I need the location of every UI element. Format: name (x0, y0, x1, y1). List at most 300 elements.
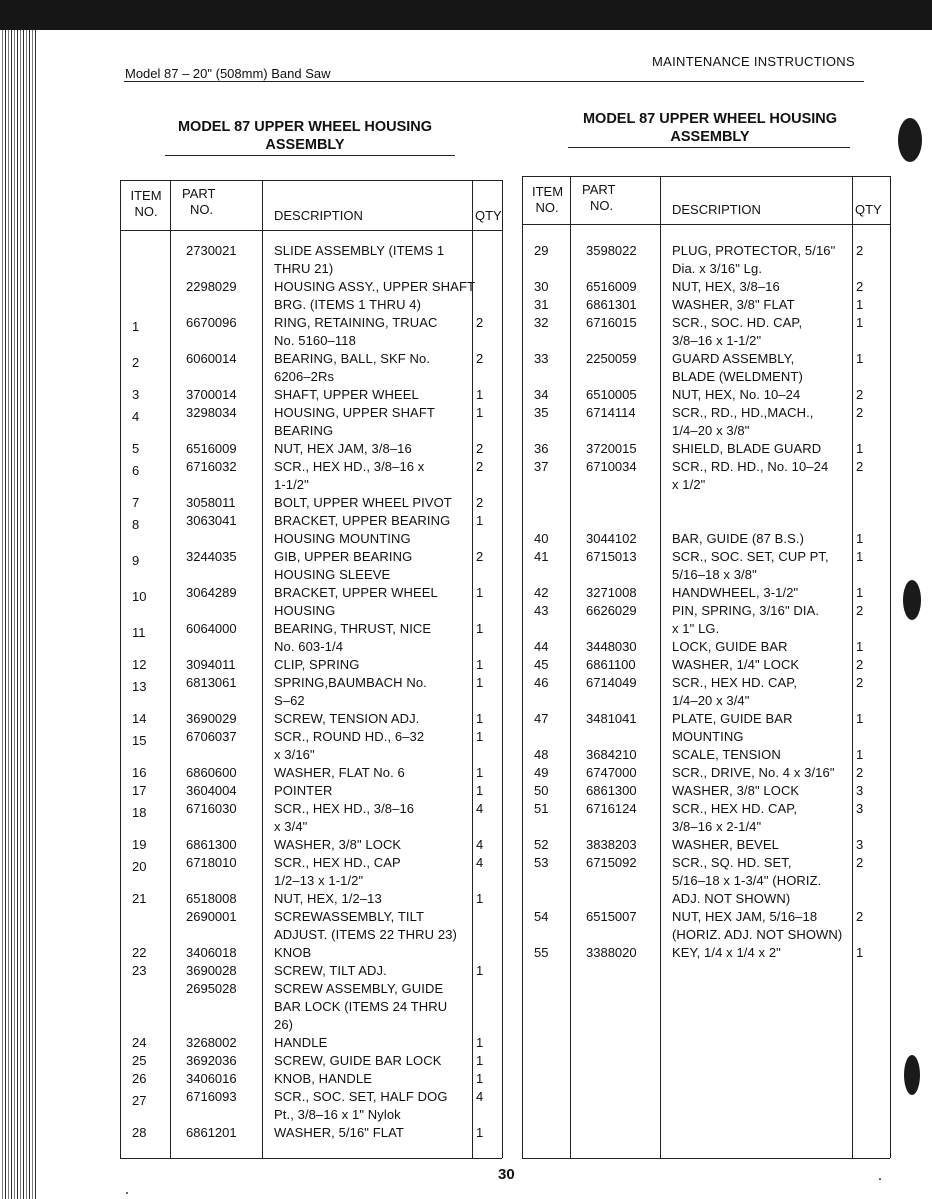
part-number: 3481041 (586, 711, 637, 726)
column-divider (570, 176, 571, 1158)
column-divider (120, 180, 121, 1158)
item-number: 29 (534, 243, 549, 258)
col-header-line: ITEM (130, 188, 162, 203)
part-number: 3063041 (186, 513, 237, 528)
part-number: 6714049 (586, 675, 637, 690)
description-line: SCREW, GUIDE BAR LOCK (274, 1053, 442, 1068)
item-number: 19 (132, 837, 147, 852)
part-number: 6518008 (186, 891, 237, 906)
description-line: WASHER, 3/8" LOCK (672, 783, 800, 798)
quantity: 2 (856, 675, 864, 690)
quantity: 2 (856, 657, 864, 672)
description-line: SCR., HEX HD., 3/8–16 x (274, 459, 425, 474)
quantity: 2 (476, 351, 484, 366)
quantity: 1 (476, 891, 484, 906)
right-table-title (555, 110, 865, 146)
part-number: 6714114 (586, 405, 636, 420)
part-number: 3044102 (586, 531, 637, 546)
part-number: 2695028 (186, 981, 237, 996)
item-number: 15 (132, 733, 147, 748)
part-number: 6861301 (586, 297, 637, 312)
quantity: 3 (856, 837, 864, 852)
quantity: 1 (476, 1125, 484, 1140)
part-number: 3700014 (186, 387, 237, 402)
description-line: WASHER, 1/4" LOCK (672, 657, 800, 672)
description-line: POINTER (274, 783, 333, 798)
part-number: 3692036 (186, 1053, 237, 1068)
description-line: SCREW ASSEMBLY, GUIDE (274, 981, 444, 996)
quantity: 1 (856, 549, 864, 564)
description-line: NUT, HEX, No. 10–24 (672, 387, 801, 402)
description-line: SCR., RD., HD.,MACH., (672, 405, 814, 420)
part-number: 3598022 (586, 243, 637, 258)
description-line: SPRING,BAUMBACH No. (274, 675, 427, 690)
item-number: 23 (132, 963, 147, 978)
item-number: 52 (534, 837, 549, 852)
quantity: 2 (476, 549, 484, 564)
description-line: GIB, UPPER BEARING (274, 549, 413, 564)
quantity: 1 (476, 1035, 484, 1050)
item-number: 20 (132, 859, 147, 874)
item-number: 53 (534, 855, 549, 870)
description-line: PIN, SPRING, 3/16" DIA. (672, 603, 820, 618)
quantity: 2 (856, 387, 864, 402)
item-number: 43 (534, 603, 549, 618)
quantity: 1 (856, 585, 864, 600)
quantity: 4 (476, 837, 484, 852)
description-line: WASHER, 3/8" FLAT (672, 297, 795, 312)
part-number: 6626029 (586, 603, 637, 618)
table-top-border (120, 180, 502, 181)
item-number: 22 (132, 945, 147, 960)
description-line: WASHER, FLAT No. 6 (274, 765, 405, 780)
description-line: HOUSING MOUNTING (274, 531, 411, 546)
table-header-border (522, 224, 890, 225)
quantity: 1 (476, 387, 484, 402)
description-line: 1/4–20 x 3/8" (672, 423, 750, 438)
quantity: 1 (476, 1053, 484, 1068)
description-line: 3/8–16 x 2-1/4" (672, 819, 762, 834)
quantity: 1 (476, 963, 484, 978)
part-number: 6861100 (586, 657, 636, 672)
description-line: HOUSING (274, 603, 336, 618)
description-line: PLUG, PROTECTOR, 5/16" (672, 243, 836, 258)
description-line: x 3/16" (274, 747, 315, 762)
quantity: 2 (856, 765, 864, 780)
page-number: 30 (498, 1166, 515, 1183)
quantity: 2 (856, 279, 864, 294)
item-number: 45 (534, 657, 549, 672)
item-number: 46 (534, 675, 549, 690)
part-number: 6516009 (186, 441, 237, 456)
quantity: 2 (856, 603, 864, 618)
description-line: MOUNTING (672, 729, 744, 744)
item-number: 36 (534, 441, 549, 456)
description-line: CLIP, SPRING (274, 657, 360, 672)
description-line: HOUSING ASSY., UPPER SHAFT (274, 279, 476, 294)
quantity: 3 (856, 783, 864, 798)
item-number: 3 (132, 387, 140, 402)
left-table-title (150, 118, 460, 154)
description-line: SCR., HEX HD., CAP (274, 855, 401, 870)
description-line: SCR., RD. HD., No. 10–24 (672, 459, 829, 474)
description-line: SCALE, TENSION (672, 747, 781, 762)
scan-top-edge (0, 0, 932, 30)
header-rule (124, 81, 864, 82)
description-line: KEY, 1/4 x 1/4 x 2" (672, 945, 781, 960)
item-number: 49 (534, 765, 549, 780)
quantity: 1 (856, 297, 864, 312)
quantity: 2 (856, 909, 864, 924)
col-header-part (582, 182, 615, 214)
item-number: 33 (534, 351, 549, 366)
description-line: GUARD ASSEMBLY, (672, 351, 795, 366)
item-number: 34 (534, 387, 549, 402)
description-line: SHAFT, UPPER WHEEL (274, 387, 419, 402)
part-number: 3838203 (586, 837, 637, 852)
part-number: 3406016 (186, 1071, 237, 1086)
part-number: 3406018 (186, 945, 237, 960)
description-line: BRACKET, UPPER BEARING (274, 513, 451, 528)
quantity: 4 (476, 801, 484, 816)
binder-hole (903, 580, 921, 620)
item-number: 44 (534, 639, 549, 654)
part-number: 6715013 (586, 549, 637, 564)
quantity: 2 (476, 441, 484, 456)
quantity: 1 (476, 729, 484, 744)
item-number: 7 (132, 495, 140, 510)
description-line: KNOB, HANDLE (274, 1071, 373, 1086)
column-divider (472, 180, 473, 1158)
part-number: 6716124 (586, 801, 637, 816)
scan-speck (879, 1178, 881, 1180)
quantity: 2 (856, 243, 864, 258)
quantity: 1 (476, 675, 484, 690)
part-number: 3064289 (186, 585, 237, 600)
binder-hole (904, 1055, 920, 1095)
col-header-line: NO. (590, 198, 614, 213)
part-number: 6716093 (186, 1089, 237, 1104)
description-line: SCR., SOC. HD. CAP, (672, 315, 803, 330)
part-number: 6064000 (186, 621, 237, 636)
column-divider (262, 180, 263, 1158)
quantity: 4 (476, 1089, 484, 1104)
description-line: LOCK, GUIDE BAR (672, 639, 788, 654)
part-number: 3298034 (186, 405, 237, 420)
item-number: 18 (132, 805, 147, 820)
description-line: x 1/2" (672, 477, 706, 492)
title-line: ASSEMBLY (265, 137, 345, 153)
quantity: 1 (856, 441, 864, 456)
part-number: 3094011 (186, 657, 236, 672)
description-line: Dia. x 3/16" Lg. (672, 261, 763, 276)
item-number: 6 (132, 463, 140, 478)
description-line: SCREW, TILT ADJ. (274, 963, 387, 978)
col-header-part (182, 186, 215, 218)
item-number: 48 (534, 747, 549, 762)
item-number: 51 (534, 801, 549, 816)
quantity: 1 (856, 315, 864, 330)
description-line: WASHER, BEVEL (672, 837, 780, 852)
item-number: 16 (132, 765, 147, 780)
description-line: NUT, HEX, 1/2–13 (274, 891, 382, 906)
item-number: 30 (534, 279, 549, 294)
item-number: 14 (132, 711, 147, 726)
item-number: 1 (132, 319, 140, 334)
item-number: 27 (132, 1093, 147, 1108)
part-number: 2690001 (186, 909, 237, 924)
item-number: 50 (534, 783, 549, 798)
description-line: BAR, GUIDE (87 B.S.) (672, 531, 805, 546)
description-line: BLADE (WELDMENT) (672, 369, 803, 384)
item-number: 2 (132, 355, 140, 370)
part-number: 3244035 (186, 549, 237, 564)
description-line: 5/16–18 x 1-3/4" (HORIZ. (672, 873, 822, 888)
quantity: 1 (476, 765, 484, 780)
description-line: SCR., HEX HD., 3/8–16 (274, 801, 415, 816)
item-number: 4 (132, 409, 140, 424)
item-number: 8 (132, 517, 140, 532)
col-header-item (130, 188, 162, 220)
part-number: 6706037 (186, 729, 237, 744)
column-divider (852, 176, 853, 1158)
part-number: 6861201 (186, 1125, 237, 1140)
part-number: 3690029 (186, 711, 237, 726)
quantity: 3 (856, 801, 864, 816)
description-line: BRG. (ITEMS 1 THRU 4) (274, 297, 422, 312)
description-line: SCR., SOC. SET, HALF DOG (274, 1089, 448, 1104)
column-divider (890, 176, 891, 1158)
part-number: 3448030 (586, 639, 637, 654)
quantity: 1 (856, 747, 864, 762)
description-line: 26) (274, 1017, 294, 1032)
part-number: 6861300 (586, 783, 637, 798)
item-number: 24 (132, 1035, 147, 1050)
left-title-rule (165, 155, 455, 156)
col-header-qty: QTY (855, 202, 882, 217)
header-model: Model 87 – 20" (508mm) Band Saw (125, 66, 331, 81)
col-header-line: PART (582, 182, 616, 197)
part-number: 6060014 (186, 351, 237, 366)
item-number: 13 (132, 679, 147, 694)
item-number: 35 (534, 405, 549, 420)
description-line: 5/16–18 x 3/8" (672, 567, 757, 582)
part-number: 6715092 (586, 855, 637, 870)
part-number: 6670096 (186, 315, 237, 330)
part-number: 6860600 (186, 765, 237, 780)
part-number: 2730021 (186, 243, 237, 258)
item-number: 5 (132, 441, 140, 456)
quantity: 1 (476, 405, 484, 420)
description-line: BAR LOCK (ITEMS 24 THRU (274, 999, 448, 1014)
description-line: 6206–2Rs (274, 369, 335, 384)
quantity: 1 (856, 945, 864, 960)
col-header-line: NO. (535, 200, 559, 215)
col-header-item (532, 184, 562, 216)
part-number: 2250059 (586, 351, 637, 366)
col-header-qty: QTY (475, 208, 502, 223)
description-line: WASHER, 5/16" FLAT (274, 1125, 404, 1140)
part-number: 6747000 (586, 765, 637, 780)
item-number: 54 (534, 909, 549, 924)
description-line: WASHER, 3/8" LOCK (274, 837, 402, 852)
description-line: THRU 21) (274, 261, 334, 276)
table-bottom-border (522, 1158, 890, 1159)
item-number: 31 (534, 297, 549, 312)
quantity: 1 (476, 513, 484, 528)
quantity: 1 (856, 351, 864, 366)
table-top-border (522, 176, 890, 177)
column-divider (660, 176, 661, 1158)
title-line: MODEL 87 UPPER WHEEL HOUSING (582, 111, 838, 127)
description-line: BRACKET, UPPER WHEEL (274, 585, 438, 600)
description-line: SCR., DRIVE, No. 4 x 3/16" (672, 765, 835, 780)
description-line: SLIDE ASSEMBLY (ITEMS 1 (274, 243, 445, 258)
quantity: 1 (476, 711, 484, 726)
part-number: 6716032 (186, 459, 237, 474)
col-header-description: DESCRIPTION (274, 208, 363, 223)
description-line: SCR., ROUND HD., 6–32 (274, 729, 425, 744)
item-number: 26 (132, 1071, 147, 1086)
part-number: 6515007 (586, 909, 637, 924)
description-line: SCREWASSEMBLY, TILT (274, 909, 424, 924)
item-number: 9 (132, 553, 140, 568)
description-line: KNOB (274, 945, 312, 960)
table-bottom-border (120, 1158, 502, 1159)
part-number: 6710034 (586, 459, 637, 474)
part-number: 6861300 (186, 837, 237, 852)
item-number: 41 (534, 549, 549, 564)
part-number: 6516009 (586, 279, 637, 294)
description-line: No. 5160–118 (274, 333, 356, 348)
quantity: 1 (476, 1071, 484, 1086)
table-header-border (120, 230, 502, 231)
description-line: 3/8–16 x 1-1/2" (672, 333, 762, 348)
description-line: ADJ. NOT SHOWN) (672, 891, 791, 906)
col-header-line: NO. (190, 202, 214, 217)
description-line: SCREW, TENSION ADJ. (274, 711, 420, 726)
part-number: 6813061 (186, 675, 237, 690)
title-line: MODEL 87 UPPER WHEEL HOUSING (177, 119, 433, 135)
right-title-rule (568, 147, 850, 148)
item-number: 55 (534, 945, 549, 960)
col-header-line: ITEM (532, 184, 564, 199)
part-number: 3684210 (586, 747, 637, 762)
col-header-description: DESCRIPTION (672, 202, 761, 217)
description-line: SHIELD, BLADE GUARD (672, 441, 822, 456)
quantity: 1 (856, 711, 864, 726)
part-number: 6716030 (186, 801, 237, 816)
description-line: PLATE, GUIDE BAR (672, 711, 793, 726)
item-number: 21 (132, 891, 147, 906)
quantity: 2 (856, 405, 864, 420)
quantity: 2 (476, 315, 484, 330)
part-number: 6718010 (186, 855, 237, 870)
description-line: HOUSING, UPPER SHAFT (274, 405, 435, 420)
quantity: 1 (856, 639, 864, 654)
quantity: 1 (476, 621, 484, 636)
quantity: 2 (476, 459, 484, 474)
description-line: x 1" LG. (672, 621, 720, 636)
scan-speck (126, 1192, 128, 1194)
item-number: 25 (132, 1053, 147, 1068)
description-line: HANDWHEEL, 3-1/2" (672, 585, 799, 600)
column-divider (170, 180, 171, 1158)
quantity: 1 (476, 783, 484, 798)
description-line: RING, RETAINING, TRUAC (274, 315, 438, 330)
quantity: 2 (856, 459, 864, 474)
item-number: 10 (132, 589, 147, 604)
part-number: 3388020 (586, 945, 637, 960)
description-line: No. 603-1/4 (274, 639, 344, 654)
description-line: x 3/4" (274, 819, 308, 834)
quantity: 4 (476, 855, 484, 870)
part-number: 3604004 (186, 783, 237, 798)
quantity: 1 (856, 531, 864, 546)
description-line: HOUSING SLEEVE (274, 567, 391, 582)
col-header-line: PART (182, 186, 216, 201)
description-line: NUT, HEX, 3/8–16 (672, 279, 780, 294)
part-number: 6716015 (586, 315, 637, 330)
description-line: SCR., SOC. SET, CUP PT, (672, 549, 829, 564)
description-line: SCR., HEX HD. CAP, (672, 801, 798, 816)
description-line: BEARING (274, 423, 334, 438)
item-number: 47 (534, 711, 549, 726)
description-line: NUT, HEX JAM, 5/16–18 (672, 909, 818, 924)
quantity: 1 (476, 585, 484, 600)
part-number: 6510005 (586, 387, 637, 402)
quantity: 2 (856, 855, 864, 870)
header-section: MAINTENANCE INSTRUCTIONS (652, 54, 855, 69)
description-line: 1-1/2" (274, 477, 309, 492)
title-line: ASSEMBLY (670, 129, 750, 145)
item-number: 37 (534, 459, 549, 474)
description-line: BOLT, UPPER WHEEL PIVOT (274, 495, 452, 510)
item-number: 17 (132, 783, 147, 798)
description-line: SCR., SQ. HD. SET, (672, 855, 792, 870)
quantity: 2 (476, 495, 484, 510)
quantity: 1 (476, 657, 484, 672)
description-line: Pt., 3/8–16 x 1" Nylok (274, 1107, 401, 1122)
description-line: BEARING, THRUST, NICE (274, 621, 432, 636)
binder-hole (898, 118, 922, 162)
scan-binding-edge (0, 30, 36, 1199)
part-number: 3058011 (186, 495, 236, 510)
item-number: 32 (534, 315, 549, 330)
description-line: 1/2–13 x 1-1/2" (274, 873, 364, 888)
item-number: 40 (534, 531, 549, 546)
item-number: 11 (132, 625, 146, 640)
description-line: 1/4–20 x 3/4" (672, 693, 750, 708)
item-number: 12 (132, 657, 147, 672)
col-header-line: NO. (134, 204, 158, 219)
description-line: S–62 (274, 693, 305, 708)
part-number: 3690028 (186, 963, 237, 978)
description-line: HANDLE (274, 1035, 328, 1050)
part-number: 3268002 (186, 1035, 237, 1050)
column-divider (502, 180, 503, 1158)
part-number: 3720015 (586, 441, 637, 456)
part-number: 2298029 (186, 279, 237, 294)
description-line: (HORIZ. ADJ. NOT SHOWN) (672, 927, 843, 942)
item-number: 28 (132, 1125, 147, 1140)
column-divider (522, 176, 523, 1158)
part-number: 3271008 (586, 585, 637, 600)
item-number: 42 (534, 585, 549, 600)
description-line: ADJUST. (ITEMS 22 THRU 23) (274, 927, 457, 942)
description-line: SCR., HEX HD. CAP, (672, 675, 798, 690)
description-line: BEARING, BALL, SKF No. (274, 351, 431, 366)
